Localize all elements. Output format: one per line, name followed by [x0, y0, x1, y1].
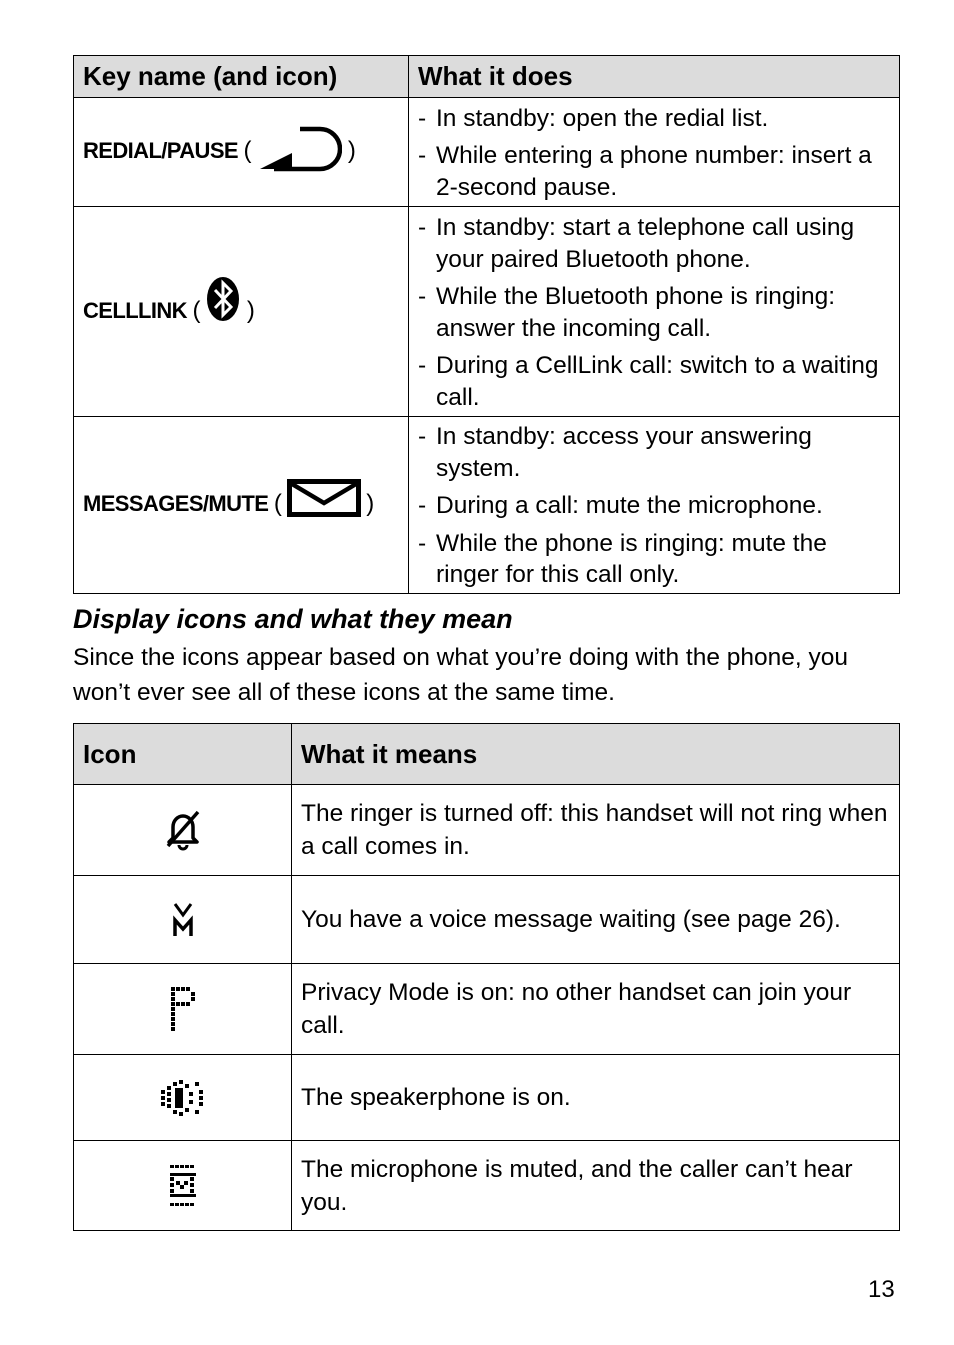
icons-table	[73, 723, 900, 1231]
icon-row-microphone-muted	[74, 1141, 900, 1231]
icon-meaning: The ringer is turned off: this handset will not ring when a call comes in.	[292, 785, 900, 876]
page-number: 13	[868, 1276, 895, 1303]
list-item-text: While the phone is ringing: mute the ringer for this call only.	[436, 529, 827, 589]
list-item	[418, 490, 891, 522]
list-item-text: In standby: start a telephone call using your paired Bluetooth phone.	[436, 214, 855, 273]
dash: -	[418, 142, 427, 170]
key-description-cell	[409, 207, 900, 417]
dash: -	[418, 283, 427, 310]
key-description-cell	[409, 98, 900, 207]
dash: -	[418, 214, 427, 241]
key-name: CELLLINK	[83, 297, 187, 323]
icon-row-ringer-off	[74, 785, 900, 876]
list-item-text: While entering a phone number: insert a 2-second pause.	[436, 142, 872, 201]
icon-meaning: You have a voice message waiting (see page 26).	[292, 876, 900, 964]
list-item	[418, 212, 891, 275]
dash: -	[418, 423, 427, 451]
key-description-cell	[409, 417, 900, 594]
paren-close: )	[246, 296, 255, 324]
icon-cell	[74, 876, 292, 964]
key-name-cell	[74, 98, 409, 207]
icon-cell	[74, 964, 292, 1055]
keys-table	[73, 55, 900, 594]
ringer-off-icon	[161, 821, 205, 838]
list-item	[418, 421, 891, 484]
dash: -	[418, 104, 427, 132]
key-name-cell	[74, 417, 409, 594]
list-item	[418, 103, 891, 135]
envelope-icon	[287, 479, 361, 523]
microphone-muted-icon	[168, 1177, 198, 1194]
icon-cell	[74, 1055, 292, 1141]
icon-row-speakerphone	[74, 1055, 900, 1141]
header-what-it-does: What it does	[409, 56, 900, 98]
list-item-text: In standby: open the redial list.	[436, 104, 769, 132]
paren-close: )	[347, 136, 356, 164]
key-name-cell	[74, 207, 409, 417]
section-heading: Display icons and what they mean	[73, 604, 513, 634]
speakerphone-icon	[159, 1089, 207, 1106]
icon-cell	[74, 1141, 292, 1231]
header-icon: Icon	[74, 724, 292, 785]
icon-cell	[74, 785, 292, 876]
dash: -	[418, 352, 427, 379]
icon-meaning: The microphone is muted, and the caller can’t hear you.	[292, 1141, 900, 1231]
icon-row-privacy-mode	[74, 964, 900, 1055]
key-row-redial	[74, 98, 900, 207]
paren-open: (	[243, 136, 251, 164]
icon-meaning: Privacy Mode is on: no other handset can join your call.	[292, 964, 900, 1055]
key-row-messages	[74, 417, 900, 594]
redial-icon	[256, 123, 342, 181]
icon-row-voice-message	[74, 876, 900, 964]
dash: -	[418, 492, 427, 520]
keys-header-row	[74, 56, 900, 98]
dash: -	[418, 529, 427, 557]
paren-close: )	[366, 489, 374, 517]
bluetooth-icon	[205, 275, 241, 329]
section-intro: Since the icons appear based on what you’re doing with the phone, you won’t ever see all of these icons at the same time.	[73, 644, 849, 706]
header-what-it-means: What it means	[292, 724, 900, 785]
list-item	[418, 528, 891, 591]
list-item	[418, 281, 891, 344]
list-item	[418, 350, 891, 413]
list-item-text: While the Bluetooth phone is ringing: answer the incoming call.	[436, 283, 836, 342]
key-name: REDIAL/PAUSE	[83, 137, 238, 163]
list-item	[418, 140, 891, 203]
privacy-mode-icon	[169, 1000, 197, 1017]
icon-meaning: The speakerphone is on.	[292, 1055, 900, 1141]
key-row-celllink	[74, 207, 900, 417]
icons-header-row	[74, 724, 900, 785]
voice-message-icon	[172, 911, 194, 928]
list-item-text: During a call: mute the microphone.	[436, 492, 823, 520]
header-key-name: Key name (and icon)	[74, 56, 409, 98]
paren-open: (	[273, 489, 282, 517]
paren-open: (	[192, 296, 200, 324]
key-name: MESSAGES/MUTE	[83, 490, 269, 516]
list-item-text: In standby: access your answering system.	[436, 423, 812, 482]
list-item-text: During a CellLink call: switch to a waiting call.	[436, 352, 879, 411]
